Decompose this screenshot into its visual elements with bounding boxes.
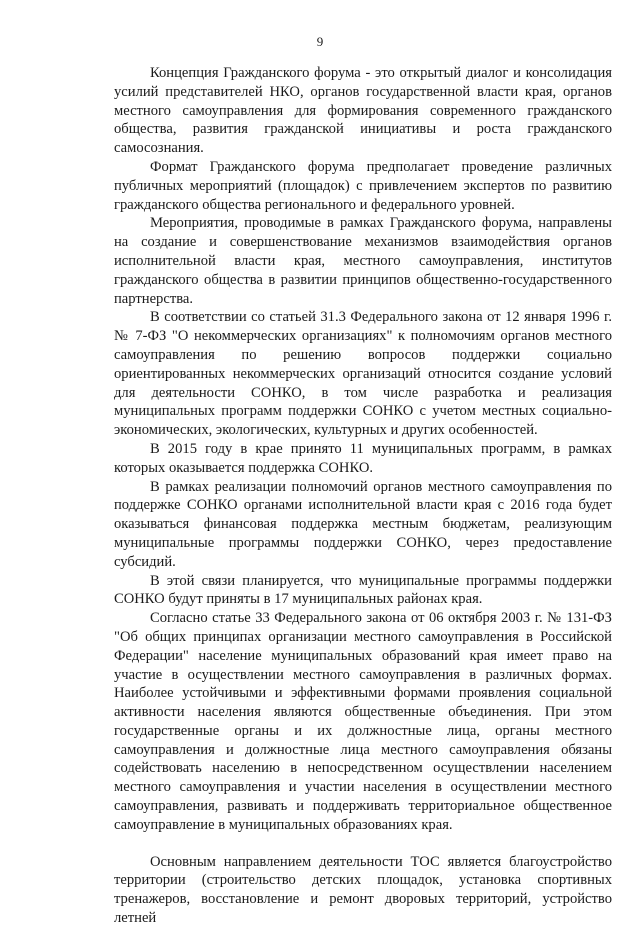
paragraph-civil-forum-concept: Концепция Гражданского форума - это открытый диалог и консолидация усилий представителей НКО, органов государственной власти края, органов местного самоуправления для формирования современного гражданского общества, развития гражданской инициативы и роста гражданского самосознания.: [114, 65, 612, 157]
paragraph-planned-programs: В этой связи планируется, что муниципальные программы поддержки СОНКО будут приняты в 17 муниципальных районах края.: [114, 572, 612, 608]
paragraph-federal-law-131fz: Согласно статье 33 Федерального закона от 06 октября 2003 г. № 131-ФЗ "Об общих принципах организации местного самоуправления в Российской Федерации" население муниципальных образований края имеет право на участие в осуществлении местного самоуправления в различных формах. Наиболее устойчивыми и эффективными формами проявления социальной активности населения являются общественные объединения. При этом государственные органы и их должностные лица, органы местного самоуправления и должностные лица местного самоуправления обязаны содействовать населению в непосредственном осуществлении населением местного самоуправления и участии населения в осуществлении местного самоуправления, развивать и поддерживать территориальное общественное самоуправление в муниципальных образованиях края.: [114, 610, 612, 833]
paragraph-tos-activity: Основным направлением деятельности ТОС является благоустройство территории (строительство детских площадок, установка спортивных тренажеров, восстановление и ремонт дворовых территорий, устройство летней: [114, 853, 612, 927]
paragraph-forum-events: Мероприятия, проводимые в рамках Гражданского форума, направлены на создание и совершенствование механизмов взаимодействия органов исполнительной власти края, местного самоуправления, институтов гражданского общества в развитии принципов общественно-государственного партнерства.: [114, 215, 612, 307]
document-body: [114, 64, 612, 928]
page-number: 9: [316, 34, 324, 49]
paragraph-2015-programs: В 2015 году в крае принято 11 муниципальных программ, в рамках которых оказывается поддержка СОНКО.: [114, 440, 612, 476]
paragraph-forum-format: Формат Гражданского форума предполагает проведение различных публичных мероприятий (площадок) с привлечением экспертов по развитию гражданского общества регионального и федерального уровней.: [114, 158, 612, 213]
paragraph-financial-support: В рамках реализации полномочий органов местного самоуправления по поддержке СОНКО органами исполнительной власти края с 2016 года будет оказываться финансовая поддержка местным бюджетам, реализующим муниципальные программы поддержки СОНКО, через предоставление субсидий.: [114, 478, 612, 570]
paragraph-federal-law-7fz: В соответствии со статьей 31.3 Федерального закона от 12 января 1996 г. № 7-ФЗ "О некоммерческих организациях" к полномочиям органов местного самоуправления по решению вопросов поддержки социально ориентированных некоммерческих организаций относится создание условий для деятельности СОНКО, в том числе разработка и реализация муниципальных программ поддержки СОНКО с учетом местных социально-экономических, экологических, культурных и других особенностей.: [114, 309, 612, 439]
